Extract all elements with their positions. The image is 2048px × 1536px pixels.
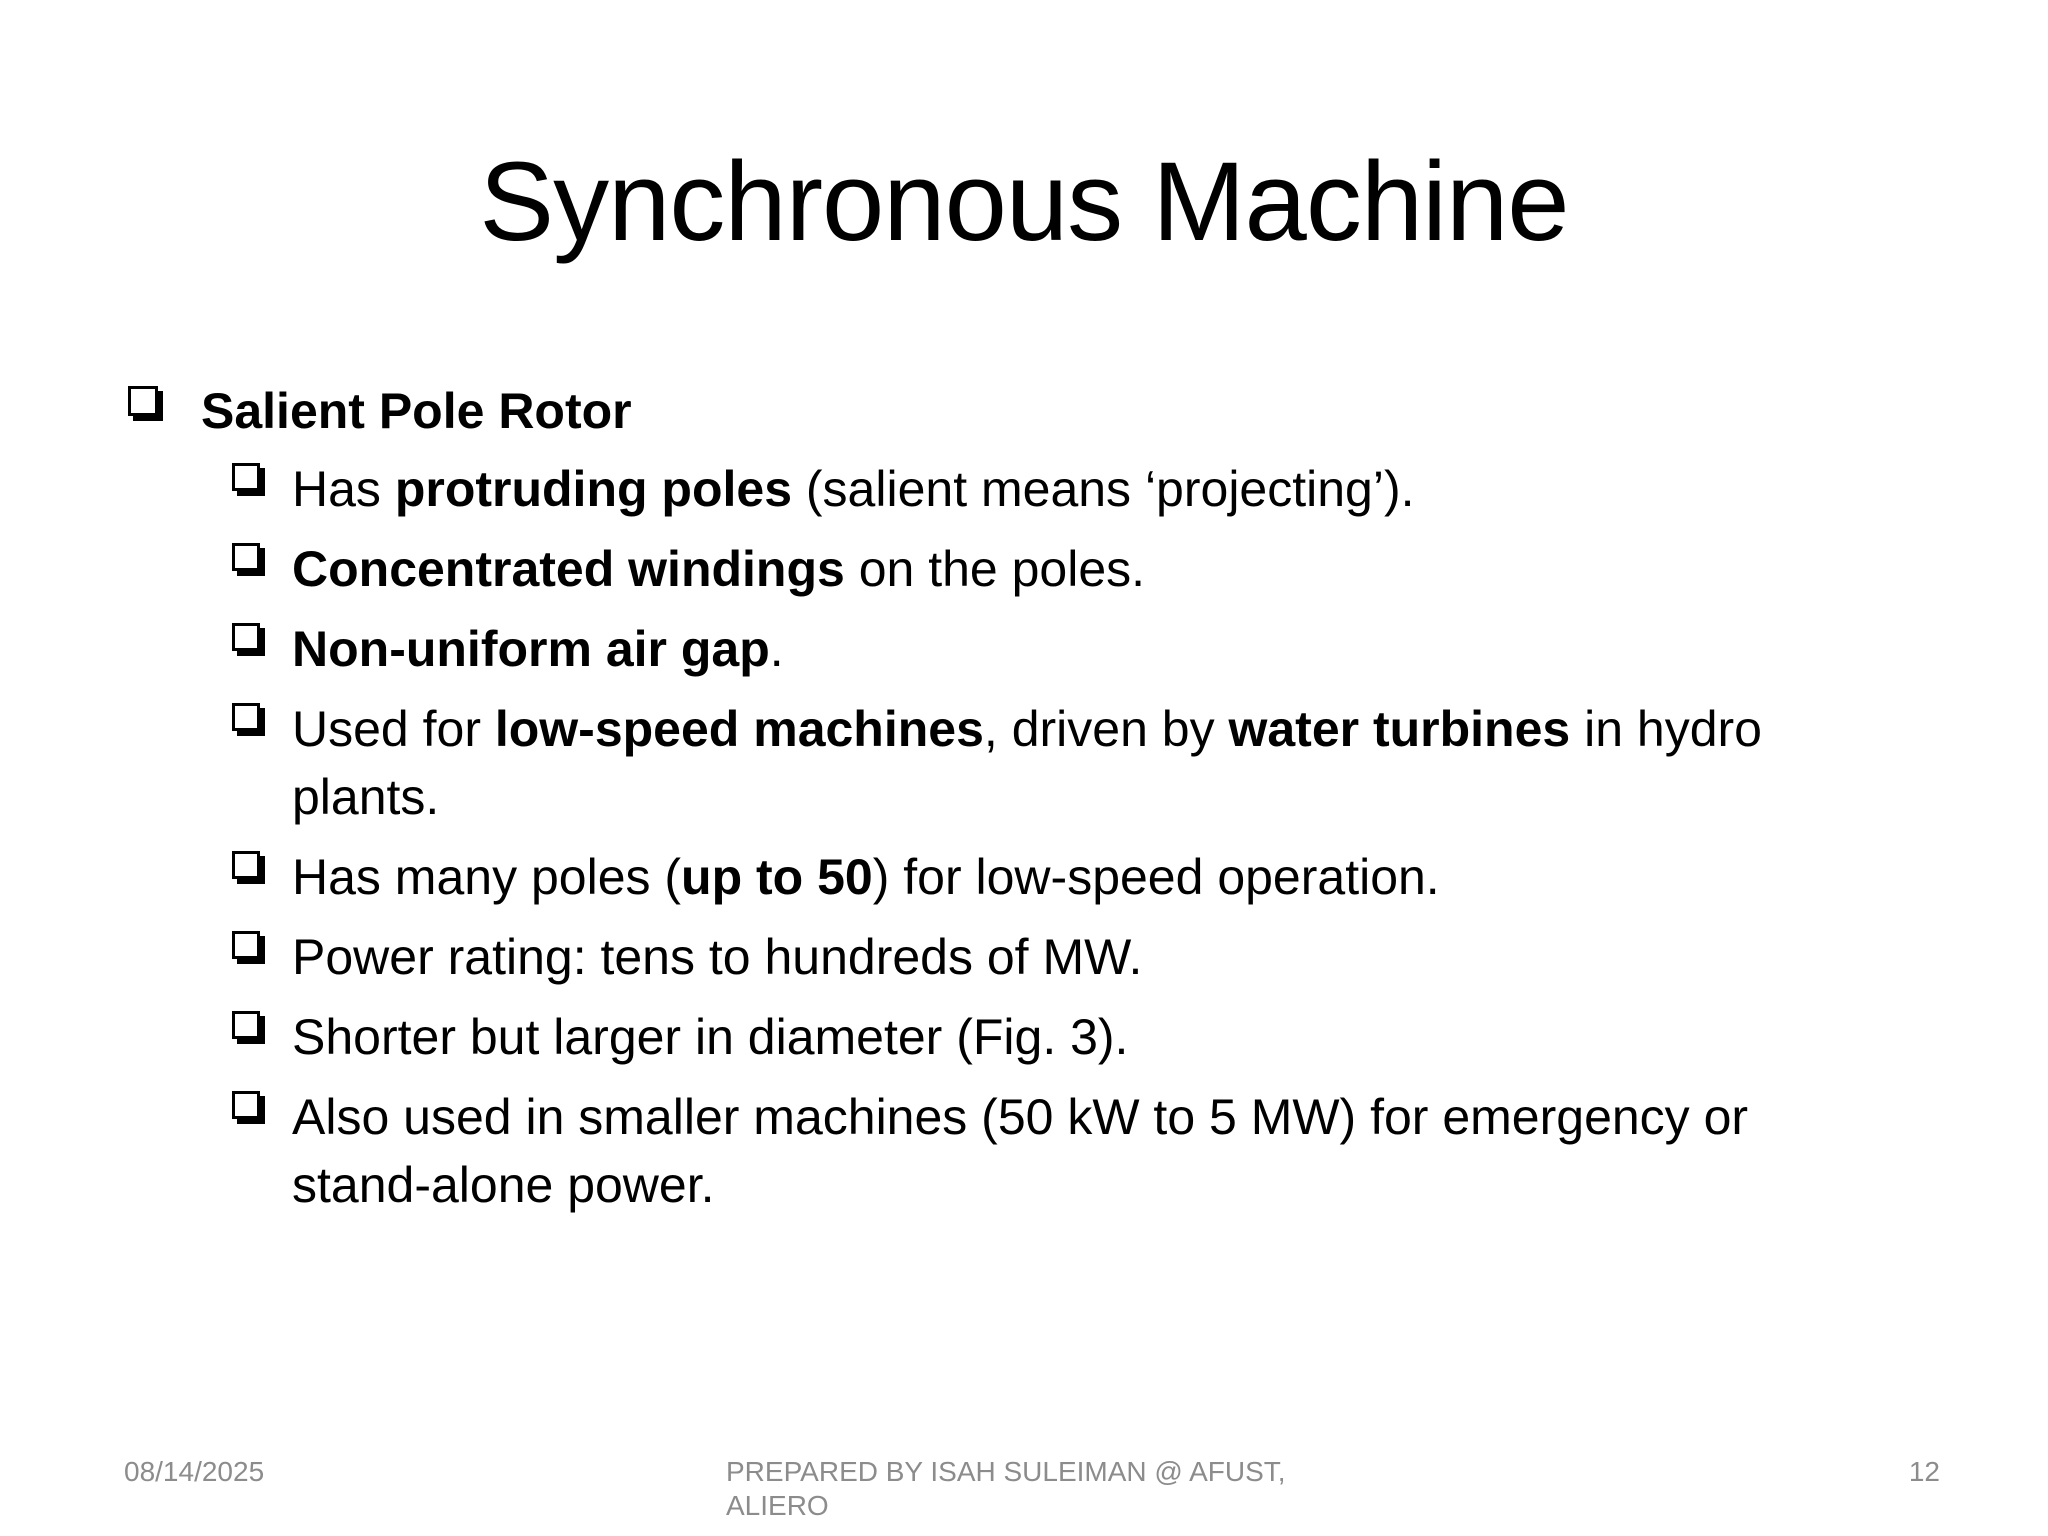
text-run: , driven by — [983, 701, 1229, 757]
text-run: Shorter but larger in diameter (Fig. 3). — [292, 1009, 1129, 1065]
sub-bullet-item — [232, 615, 1872, 683]
checkbox-bullet-icon — [232, 931, 260, 959]
text-run: in hydro plants. — [292, 701, 1762, 825]
sub-bullet-item — [232, 1003, 1872, 1071]
checkbox-bullet-icon — [232, 1091, 260, 1119]
sub-bullet-item — [232, 843, 1872, 911]
text-run: Used for — [292, 701, 495, 757]
sub-bullet-item — [232, 1083, 1872, 1219]
checkbox-bullet-icon — [232, 543, 260, 571]
bold-text-run: Non-uniform air gap — [292, 621, 770, 677]
checkbox-bullet-icon — [232, 623, 260, 651]
bold-text-run: up to 50 — [681, 849, 873, 905]
text-run: ) for low-speed operation. — [872, 849, 1440, 905]
text-run: Has — [292, 461, 395, 517]
sub-bullet-item — [232, 535, 1872, 603]
checkbox-bullet-icon — [232, 463, 260, 491]
slide-title: Synchronous Machine — [479, 139, 1569, 264]
bold-text-run: low-speed machines — [494, 701, 984, 757]
checkbox-bullet-icon — [232, 703, 260, 731]
footer-date: 08/14/2025 — [124, 1456, 265, 1487]
bullet-heading: Salient Pole Rotor — [201, 383, 632, 439]
text-run: Has many poles ( — [292, 849, 682, 905]
footer-author: PREPARED BY ISAH SULEIMAN @ AFUST, ALIERO — [726, 1456, 1286, 1521]
sub-bullet-item — [232, 923, 1872, 991]
checkbox-bullet-icon — [232, 1011, 260, 1039]
sub-bullet-list — [232, 455, 1872, 1231]
text-run: . — [769, 621, 784, 677]
checkbox-bullet-icon — [128, 386, 158, 416]
text-run: Also used in smaller machines (50 kW to 5 MW) for emergency or stand-alone power. — [292, 1089, 1749, 1213]
bold-text-run: Concentrated windings — [292, 541, 845, 597]
checkbox-bullet-icon — [232, 851, 260, 879]
text-run: on the poles. — [844, 541, 1146, 597]
bold-text-run: protruding poles — [394, 461, 793, 517]
bold-text-run: water turbines — [1228, 701, 1571, 757]
sub-bullet-item — [232, 695, 1872, 831]
sub-bullet-item — [232, 455, 1872, 523]
text-run: (salient means ‘projecting’). — [792, 461, 1415, 517]
footer-page-number: 12 — [1908, 1456, 1940, 1487]
text-run: Power rating: tens to hundreds of MW. — [292, 929, 1143, 985]
